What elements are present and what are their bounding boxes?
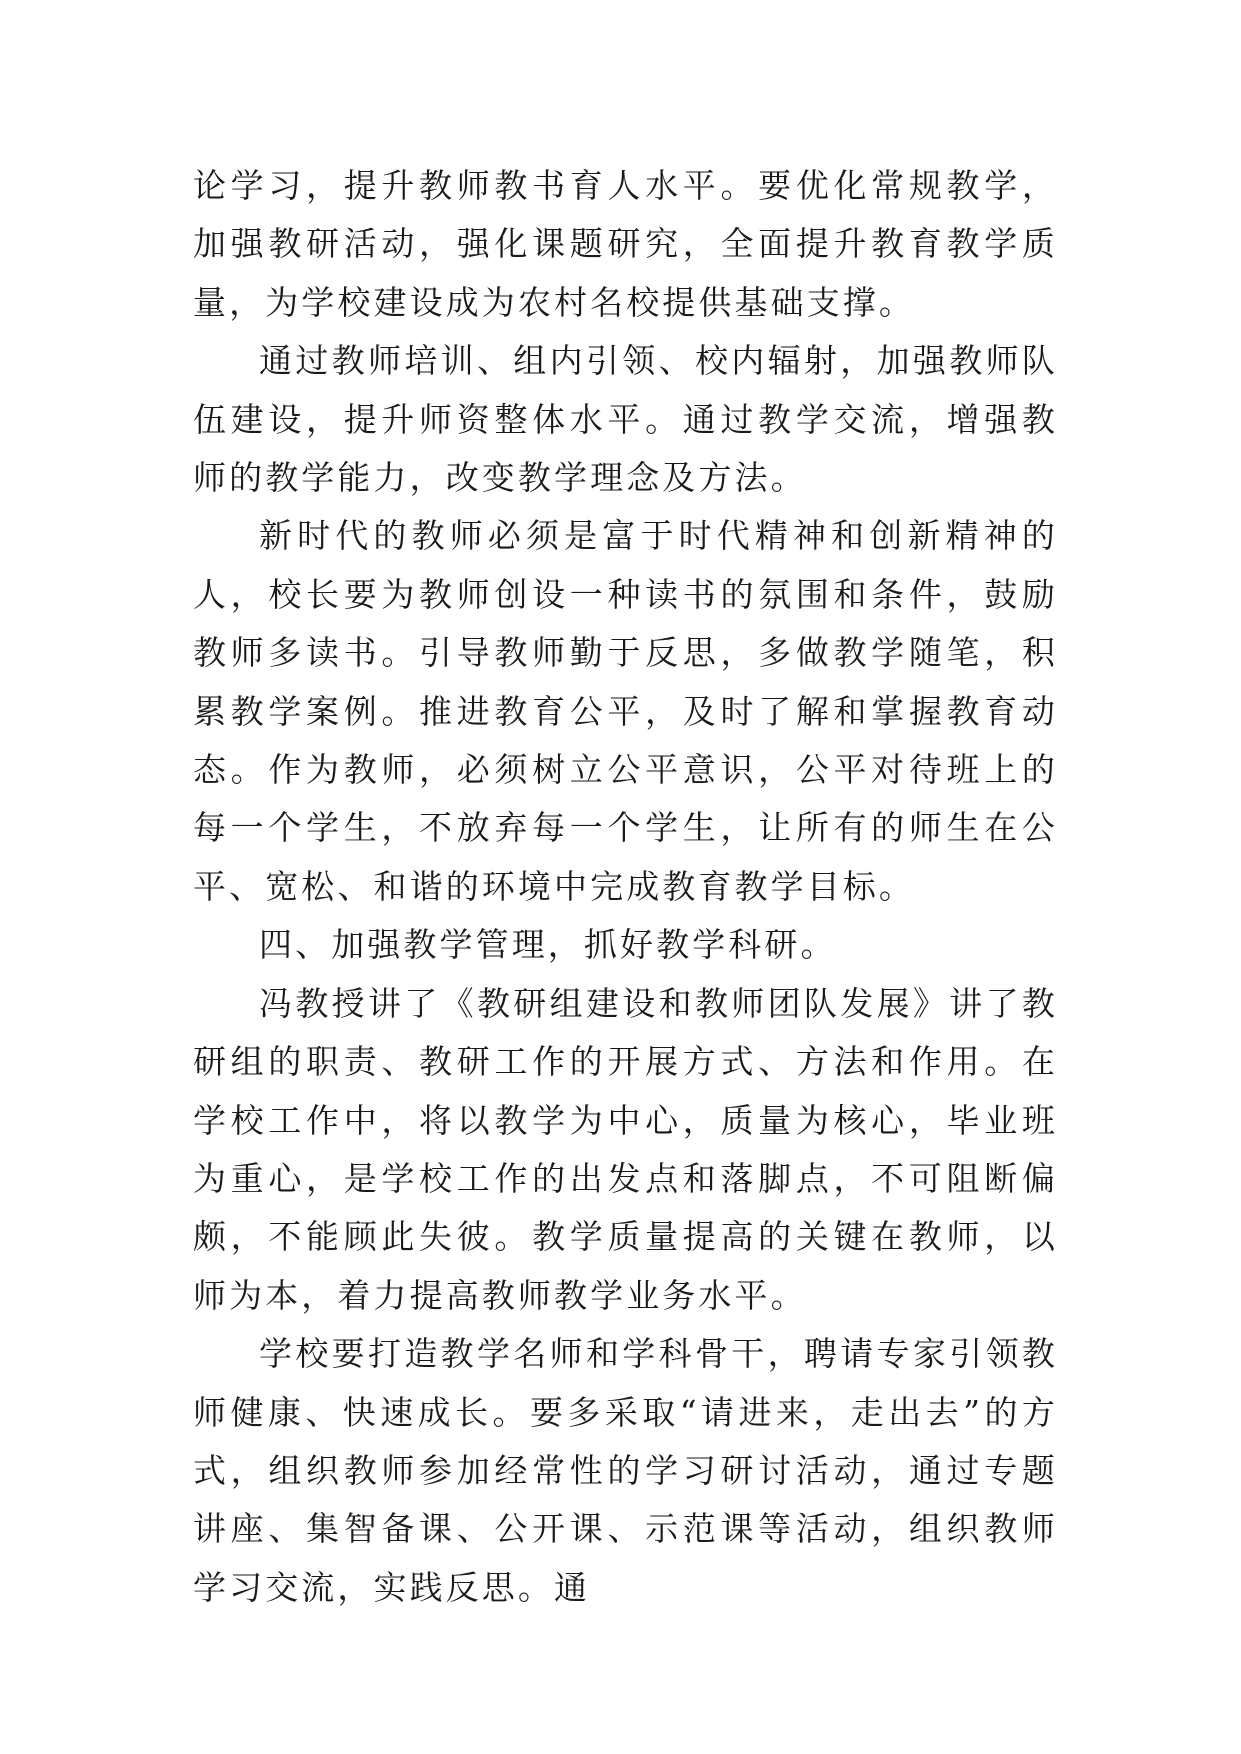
paragraph-1: 论学习，提升教师教书育人水平。要优化常规教学，加强教研活动，强化课题研究，全面提升教育教学质量，为学校建设成为农村名校提供基础支撑。 xyxy=(193,166,1058,322)
paragraph-6: 学校要打造教学名师和学科骨干，聘请专家引领教师健康、快速成长。要多采取“请进来，走出去”的方式，组织教师参加经常性的学习研讨活动，通过专题讲座、集智备课、公开课、示范课等活动，组织教师学习交流，实践反思。通 xyxy=(193,1334,1058,1607)
paragraph-3: 新时代的教师必须是富于时代精神和创新精神的人，校长要为教师创设一种读书的氛围和条件，鼓励教师多读书。引导教师勤于反思，多做教学随笔，积累教学案例。推进教育公平，及时了解和掌握教育动态。作为教师，必须树立公平意识，公平对待班上的每一个学生，不放弃每一个学生，让所有的师生在公平、宽松、和谐的环境中完成教育教学目标。 xyxy=(193,516,1058,906)
section-heading-4: 四、加强教学管理，抓好教学科研。 xyxy=(259,925,837,965)
paragraph-2: 通过教师培训、组内引领、校内辐射，加强教师队伍建设，提升师资整体水平。通过教学交流，增强教师的教学能力，改变教学理念及方法。 xyxy=(193,341,1058,498)
paragraph-5: 冯教授讲了《教研组建设和教师团队发展》讲了教研组的职责、教研工作的开展方式、方法和作用。在学校工作中，将以教学为中心，质量为核心，毕业班为重心，是学校工作的出发点和落脚点，不可阻断偏颇，不能顾此失彼。教学质量提高的关键在教师，以师为本，着力提高教师教学业务水平。 xyxy=(193,983,1058,1315)
document-body xyxy=(193,157,1058,1617)
